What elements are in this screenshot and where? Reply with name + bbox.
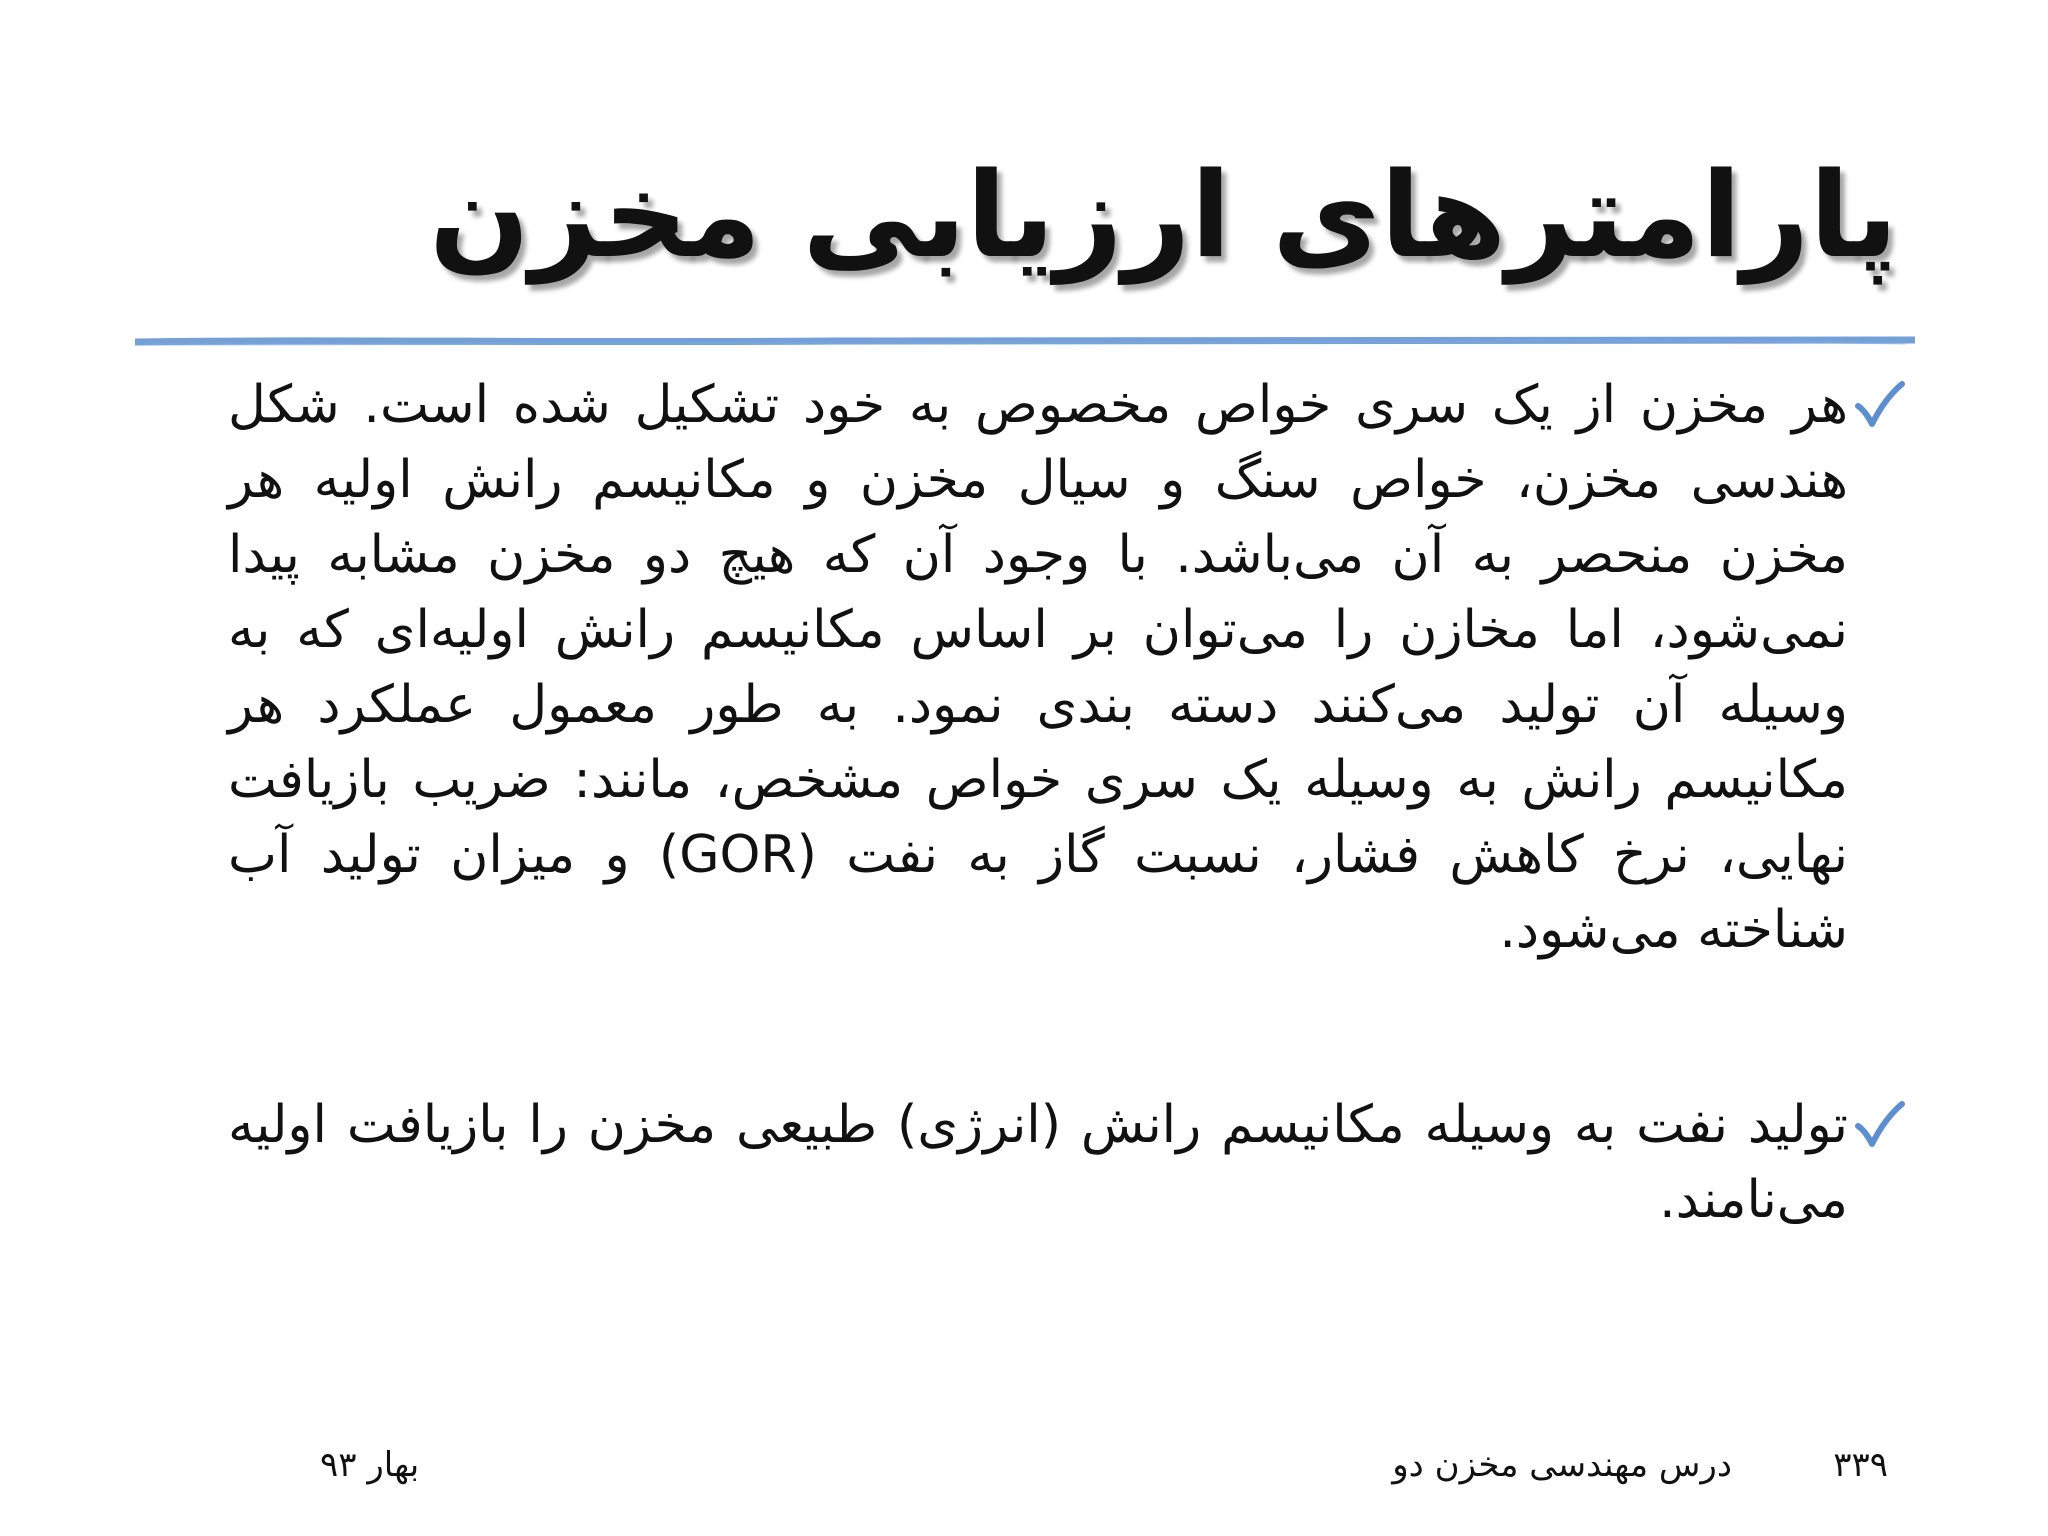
bullet-item-primary-recovery <box>188 1088 1908 1238</box>
title-divider <box>135 334 1915 348</box>
bullet-item-reservey-properties <box>188 368 1908 968</box>
footer-page-number: ۳۳۹ <box>1833 1445 1888 1485</box>
checkmark-icon <box>1852 376 1908 432</box>
bullet-text: هر مخزن از یک سری خواص مخصوص به خود تشکیل شده است. شکل هندسی مخزن، خواص سنگ و سیال مخزن و مکانیسم رانش اولیه هر مخزن منحصر به آن می‌باشد. با وجود آن که هیچ دو مخزن مشابه پیدا نمی‌شود، اما مخازن را می‌توان بر اساس مکانیسم رانش اولیه‌ای که به وسیله آن تولید می‌کنند دسته بندی نمود. به طور معمول عملکرد هر مکانیسم رانش به وسیله یک سری خواص مشخص، مانند: ضریب بازیافت نهایی، نرخ کاهش فشار، نسبت گاز به نفت (GOR) و میزان تولید آب شناخته می‌شود. <box>228 375 1849 960</box>
footer-term: بهار ۹۳ <box>320 1445 420 1485</box>
footer-course-name: درس مهندسی مخزن دو <box>1392 1445 1732 1485</box>
checkmark-icon <box>1852 1096 1908 1152</box>
slide-title: پارامترهای ارزیابی مخزن <box>429 146 1898 284</box>
bullet-text: تولید نفت به وسیله مکانیسم رانش (انرژی) طبیعی مخزن را بازیافت اولیه می‌نامند. <box>228 1095 1848 1230</box>
